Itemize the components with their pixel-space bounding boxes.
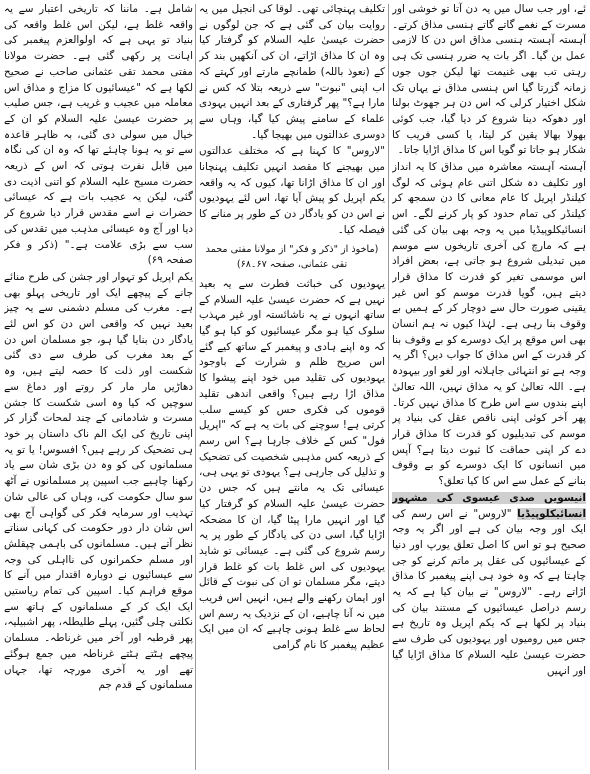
left-column (4, 2, 193, 772)
reference-citation: (ماخوذ از "ذکر و فکر" از مولانا مفتی محمد تقی عثمانی، صفحہ ۶۷۔۶۸) (205, 243, 379, 271)
source-heading: انیسویں صدی عیسوی کی مشہور انسائیکلوپیڈیا (392, 491, 586, 520)
article-paragraph: یکم اپریل کو تہوار اور جشن کی طرح منائے جانے کے پیچھے ایک اور تاریخی پہلو بھی ہے۔ مغرب کی مسلم دشمنی سے یہ چیز بعید نہیں کہ واقعی اس دن کو اس لئے یادگار دن بنایا گیا ہو، جو مسلمان اس دن کے بعد مغرب کی طرف سے دی گئی شکست اور ذلت کا حصہ لیتے ہیں، وہ دھاڑیں مار مار کر روتے اور دماغ سے سوچیں کہ کیا وہ اسی شکست کا جشن مسرت و شادمانی کے چند لمحات گزار کر اپنی تاریخ کی ایک الم ناک داستان پر خود ہی تضحیک کر رہے ہیں؟ افسوس! یا تو یہ مسلمانوں کی کو وہ دن بڑی شان سے یاد رکھنا چاہیے جب اسپین پر مسلمانوں نے آٹھ سو سال حکومت کی، وہاں کی عالی شان تہذیب اور سرمایہ فکر کی گواہی آج بھی اس شان دار دور حکومت کی کہانی سناتے نظر آتے ہیں۔ مسلمانوں کی باہمی چپقلش اور مسلم حکمرانوں کی نااہلی کی وجہ سے عیسائیوں نے دوبارہ اقتدار میں آنے کا موقع فراہم کیا۔ اسپین کی تمام ریاستیں ایک ایک کر کے مسلمانوں کے ہاتھ سے نکلتی چلی گئیں، پہلے طلیطلہ، پھر اشبیلیہ، پھر قرطبہ اور آخر میں غرناطہ۔ مسلمان پیچھے ہٹتے ہٹتے غرناطہ میں جمع ہوگئے تھے اور یہ آخری مورچہ تھا، جہاں مسلمانوں کے قدم جم (4, 270, 193, 692)
column-divider (195, 4, 196, 770)
right-column (392, 2, 586, 772)
article-paragraph (392, 491, 586, 679)
article-paragraph: شامل ہے۔ ماننا کہ تاریخی اعتبار سے یہ واقعہ غلط ہے، لیکن اس غلط واقعہ کی بنیاد تو یہی ہے کہ اولوالعزم پیغمبر کی اہانت پر رکھی گئی ہے۔ حضرت مولانا مفتی محمد تقی عثمانی صاحب نے صحیح لکھا ہے کہ "عیسائیوں کا مزاج و مذاق اس معاملہ میں عجیب و غریب ہے، جس صلیب پر حضرت عیسیٰ علیہ السلام کو ان کے خیال میں سولی دی گئی، بہ ظاہر قاعدہ سے تو یہ ہونا چاہئے تھا کہ وہ ان کی نگاہ میں قابل نفرت ہوتی کہ اس کے ذریعہ حضرت مسیح علیہ السلام کو اتنی اذیت دی گئی، لیکن یہ عجیب بات ہے کہ عیسائی حضرات نے اسے مقدس قرار دیا شروع کر دیا اور آج وہ عیسائی مذہب میں تقدس کی سب سے بڑی علامت ہے۔" (ذکر و فکر صفحہ ۶۹) (4, 3, 193, 267)
article-paragraph: تکلیف پہنچائی تھی۔ لوقا کی انجیل میں یہ روایت بیان کی گئی ہے کہ جن لوگوں نے حضرت عیسیٰ علیہ السلام کو گرفتار کیا وہ ان کا مذاق اڑاتے، ان کی آنکھیں بند کر کے (نعوذ باللہ) طمانچے مارتے اور کہتے کہ اب اپنی "نبوت" سے ذریعہ بتلا کہ کس نے مارا ہے؟" پھر گرفتاری کے بعد انہیں یہودی علماء کے سامنے پیش کیا گیا، وہاں سے دوسری عدالتوں میں بھیجا گیا۔ (199, 3, 385, 141)
middle-column (199, 2, 385, 772)
article-paragraph: یہودیوں کی خباثت فطرت سے یہ بعید نہیں ہے کہ حضرت عیسیٰ علیہ السلام کے ساتھ انہوں نے یہ ناشائستہ اور غیر مہذب سلوک کیا ہو مگر عیسائیوں کو کیا ہو گیا کہ وہ اپنے ہادی و پیغمبر کے ساتھ کیے گئے اس صریح ظلم و شرارت کے باوجود یہودیوں کی تقلید میں خود اپنے پیشوا کا مذاق اڑا رہے ہیں؟ واقعی اندھی تقلید قوموں کی فکری حس کو کیسے سلب کرتی ہے! سوچنے کی بات یہ ہے کہ "اپریل فول" کس کے خلاف جارہا ہے؟ اس رسم کے ذریعہ کس مذہبی شخصیت کی تضحیک و تذلیل کی جارہی ہے؟ یہودی تو یہی ہی، عیسائی تک یہ مانتے ہیں کہ جس دن حضرت عیسیٰ علیہ السلام کو گرفتار کیا گیا اور انہیں مارا پیٹا گیا، ان کا مضحکہ اڑایا گیا، اسی دن کی یادگار کے طور پر یہ رسم شروع کی گئی ہے۔ عیسائی تو شاید یہودیوں کی اس غلط بات کو غلط قرار دیتے، مگر مسلمان تو ان کی نبوت کے قائل اور ایمان رکھنے والے ہیں، انہیں اس فریب میں نہ آنا چاہیے، ان کے نزدیک یہ رسم اس لحاظ سے غلط ہونی چاہیے کہ ان میں ایک عظیم پیغمبر کا نام گرامی (199, 277, 385, 652)
article-text: "لاروس" نے اس رسم کی ایک اور وجہ بیان کی ہے اور اگر یہ وجہ صحیح ہو تو اس کا اصل تعلق یورپ اور دنیا کے عیسائیوں کی عقل پر ماتم کرنے کو جی چاہتا ہے کہ وہ خود ہی اپنے پیغمبر کا مذاق اڑاتے رہے۔ "لاروس" نے بیان کیا ہے کہ یہ رسم دراصل عیسائیوں کے مستند بیان کی بنیاد پر لکھا ہے کہ یکم اپریل وہ تاریخ ہے جس میں رومیوں اور یہودیوں کی طرف سے حضرت عیسیٰ علیہ السلام کا مذاق اڑایا گیا اور انہیں (392, 507, 586, 677)
article-paragraph: آہستہ آہستہ معاشرہ میں مذاق کا یہ انداز اور تکلیف دہ شکل اتنی عام ہوئی کہ لوگ کیلنڈر اپریل کا عام معانی کا دن سمجھ کر کیلنڈر کی تمام حدود کو پار کرنے لگے۔ اس انسائیکلوپیڈیا میں یہ وجہ بھی بیان کی گئی ہے کہ مارچ کی آخری تاریخوں سے موسم میں تبدیلی شروع ہو جاتی ہے، بعض افراد اس موسمی تغیر کو قدرت کا مذاق قرار دیتے ہیں، گویا قدرت موسم کو اس غیر یقینی صورت حال سے دوچار کر کے ہمیں بے وقوف بنا رہی ہے۔ لہٰذا کیوں نہ ہم انسان بھی اس موقع پر ایک دوسرے کو بے وقوف بنا کر قدرت کے اس مذاق کا جواب دیں؟ اگر یہ وجہ ہے تو انتہائی جاہلانہ اور لغو اور بیہودہ ہے۔ اللہ تعالیٰ کو یہ مذاق نہیں، اللہ تعالیٰ اپنے بندوں سے اس طرح کا مذاق نہیں کرتا۔ پھر آخر کوئی اپنی ناقص عقل کی بنیاد پر موسم کی تبدیلیوں کو قدرت کا مذاق قرار دے کر اپنی حماقت کا ثبوت دیتا ہے؟ آپس میں انسانوں کا ایک دوسرے کو بے وقوف بنانے کے عمل سے اس کا کیا تعلق؟ (392, 161, 586, 488)
column-divider (388, 4, 389, 770)
article-paragraph: ئے، اور جب سال میں یہ دن آتا تو خوشی اور مسرت کے نغمے گاتے گاتے ہنسی مذاق کرتے۔ آہستہ آہستہ ہنسی مذاق اس دن کا لازمی عمل بن گیا۔ اگر بات یہ ضرر ہنسی تک ہی رہتی تب بھی غنیمت تھا لیکن جوں جوں زمانہ گزرتا گیا اس ہنسی مذاق نے یہاں تک شکل اختیار کرلی کہ اس دن ہر جھوٹ بولنا اور دھوکہ دینا شروع کر دیا گیا، جب کوئی بھولا بھالا یقین کر لیتا، یا کسی فریب کا شکار ہو جاتا تو گویا اس کا مذاق اڑایا جاتا۔ (392, 3, 586, 157)
article-paragraph: "لاروس" کا کہنا ہے کہ مختلف عدالتوں میں بھیجنے کا مقصد انہیں تکلیف پہنچانا اور ان کا مذاق اڑانا تھا، کیوں کہ یہ واقعہ یکم اپریل کو پیش آیا تھا، اس لئے یہودیوں نے اس دن کو یادگار دن کے طور پر منانے کا فیصلہ کیا۔ (199, 145, 385, 236)
